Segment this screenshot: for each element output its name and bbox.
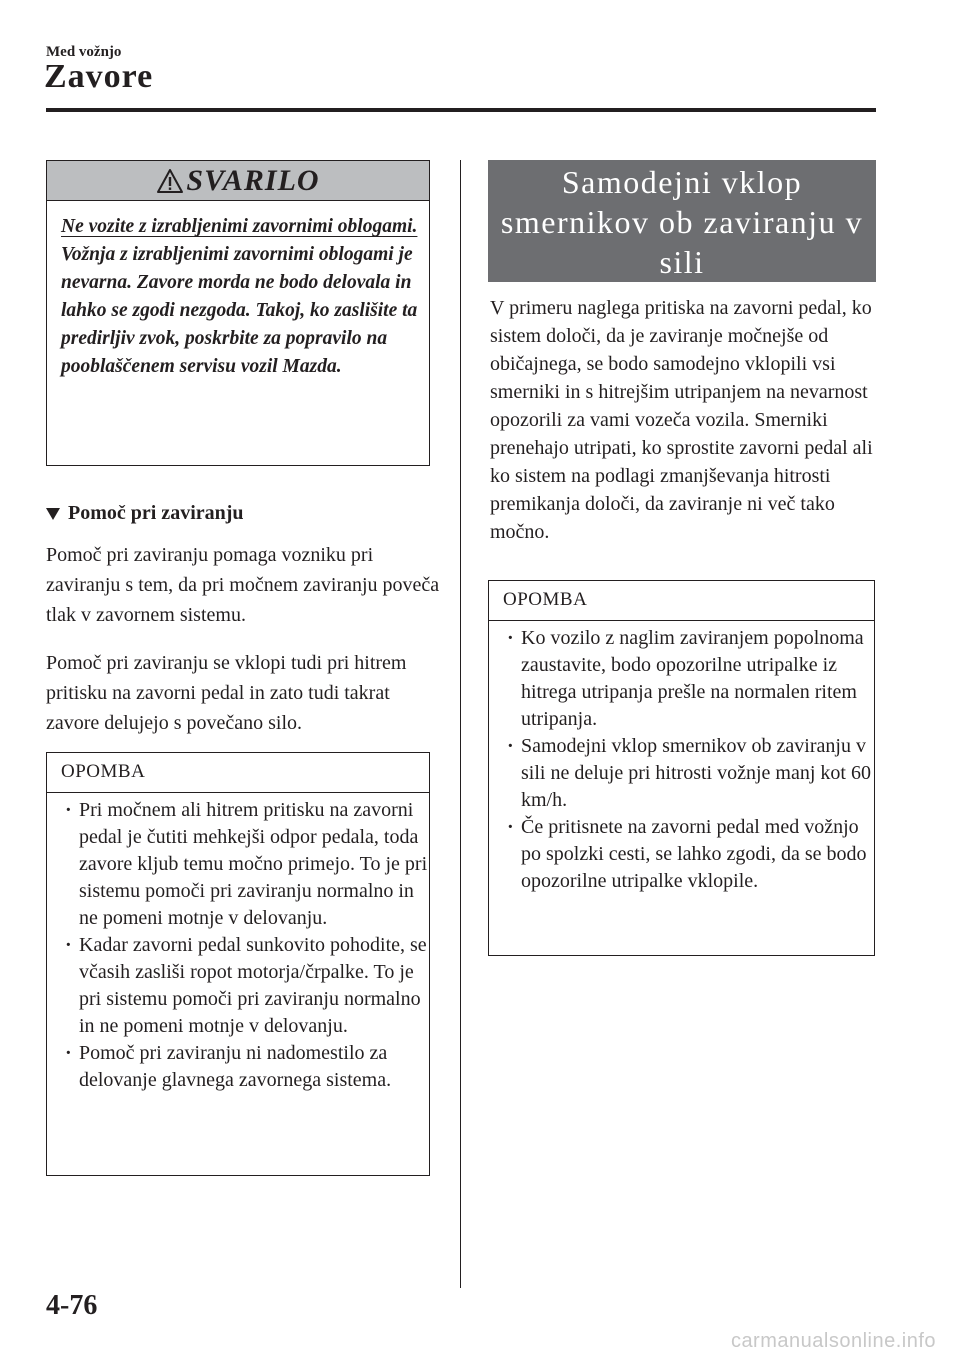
note-list bbox=[501, 625, 874, 895]
warning-lead: Ne vozite z izrabljenimi zavornimi oblogami. bbox=[61, 216, 418, 237]
note-item: · Ko vozilo z naglim zaviranjem popolnoma zaustavite, bodo opozorilne utripalke iz hitrega utripanja prešle na normalen ritem utripanja. bbox=[507, 627, 864, 730]
header-rule bbox=[46, 108, 876, 112]
note-item: · Kadar zavorni pedal sunkovito pohodite, se včasih zasliši ropot motorja/črpalke. To je pri sistemu pomoči pri zaviranju normalno in ne pomeni motnje v delovanju. bbox=[65, 934, 427, 1037]
warning-body bbox=[61, 213, 421, 381]
page-title: Zavore bbox=[44, 58, 154, 95]
note-title: OPOMBA bbox=[489, 581, 874, 621]
brake-assist-heading bbox=[46, 502, 244, 525]
note-item: · Pri močnem ali hitrem pritisku na zavorni pedal je čutiti mehkejši odpor pedala, toda zavore kljub temu močno primejo. To je pri sistemu pomoči pri zaviranju normalno in ne pomeni motnje v delovanju. bbox=[65, 799, 428, 929]
emergency-signal-banner: Samodejni vklop smernikov ob zaviranju v sili bbox=[488, 160, 876, 282]
emergency-signal-note-box bbox=[488, 580, 875, 956]
warning-header bbox=[47, 161, 429, 201]
page-number: 4-76 bbox=[46, 1290, 98, 1321]
brake-assist-paragraph-1: Pomoč pri zaviranju pomaga vozniku pri zaviranju s tem, da pri močnem zaviranju poveča tlak v zavornem sistemu. bbox=[46, 544, 440, 626]
column-divider bbox=[460, 160, 461, 1288]
note-title: OPOMBA bbox=[47, 753, 429, 793]
down-triangle-icon bbox=[46, 508, 60, 520]
emergency-signal-paragraph: V primeru naglega pritiska na zavorni pedal, ko sistem določi, da je zaviranje močnejše od običajnega, se bodo samodejno vklopili vsi smerniki in s hitrejšim utripanjem na nevarnost opozorili za vami vozeča vozila. Smerniki prenehajo utripati, ko sprostite zavorni pedal ali ko sistem na podlagi zmanjševanja hitrosti premikanja določi, da zaviranje ni več tako močno. bbox=[490, 297, 873, 543]
warning-triangle-icon bbox=[156, 168, 184, 194]
warning-box bbox=[46, 160, 430, 466]
brake-assist-paragraph-2: Pomoč pri zaviranju se vklopi tudi pri hitrem pritisku na zavorni pedal in zato tudi takrat zavore delujejo s povečano silo. bbox=[46, 652, 407, 734]
brake-assist-heading-text: Pomoč pri zaviranju bbox=[68, 502, 244, 524]
brake-assist-note-box bbox=[46, 752, 430, 1176]
note-item: · Pomoč pri zaviranju ni nadomestilo za delovanje glavnega zavornega sistema. bbox=[65, 1042, 392, 1091]
note-item: · Če pritisnete na zavorni pedal med vožnjo po spolzki cesti, se lahko zgodi, da se bodo opozorilne utripalke vklopile. bbox=[507, 816, 867, 892]
warning-title: SVARILO bbox=[186, 164, 320, 197]
warning-text: Vožnja z izrabljenimi zavornimi oblogami je nevarna. Zavore morda ne bodo delovala in lahko se zgodi nezgoda. Takoj, ko zaslišite ta predirljiv zvok, poskrbite za popravilo na pooblaščenem servisu vozil Mazda. bbox=[61, 244, 418, 377]
section-label: Med vožnjo bbox=[46, 44, 122, 60]
note-list bbox=[59, 797, 429, 1094]
note-item: · Samodejni vklop smernikov ob zaviranju v sili ne deluje pri hitrosti vožnje manj kot 60 km/h. bbox=[507, 735, 871, 811]
watermark: carmanualsonline.info bbox=[730, 1330, 936, 1352]
